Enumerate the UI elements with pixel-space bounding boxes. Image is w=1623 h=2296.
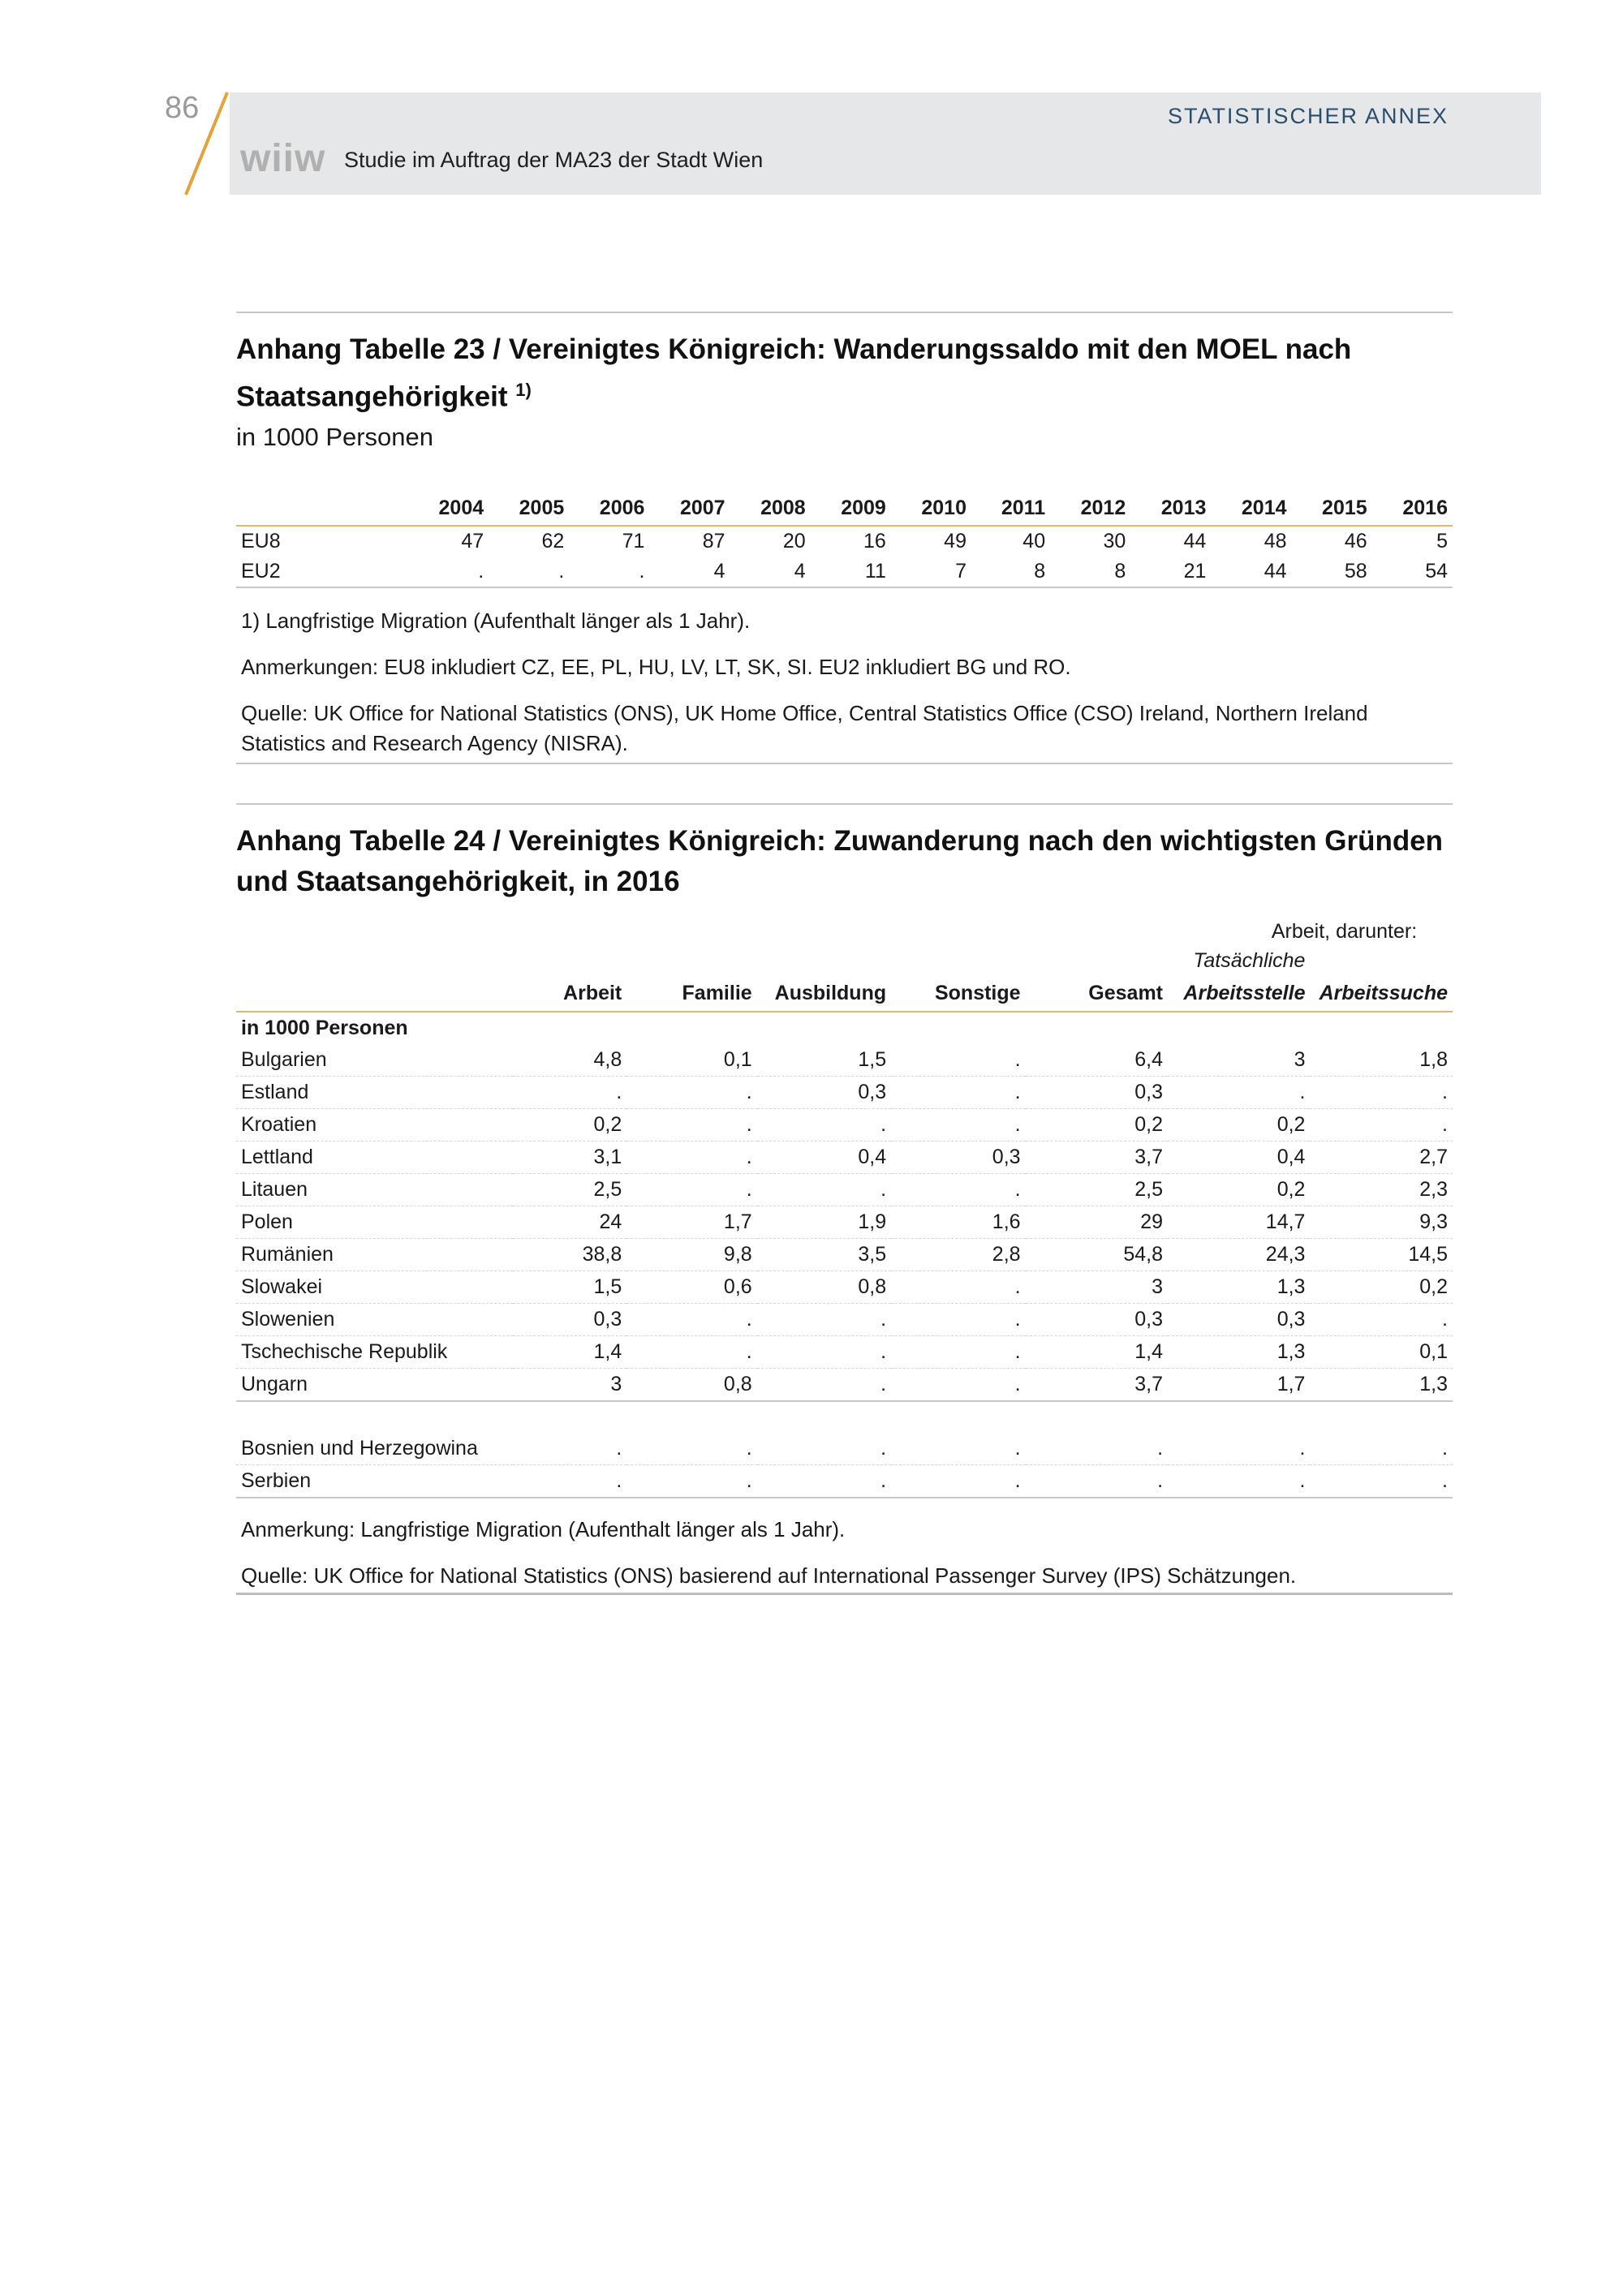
table-cell: 62 [541,529,565,553]
table-row [236,1465,1453,1498]
row-label: Slowenien [236,1304,513,1336]
table23-header-row [236,492,1453,526]
table-row [236,1109,1453,1142]
year-header: 2015 [1292,492,1372,526]
table-cell: 16 [863,529,886,553]
table-cell: 38,8 [513,1239,626,1271]
table-row [236,1433,1453,1465]
table-cell: 2,5 [1026,1174,1168,1206]
table-cell: . [757,1304,891,1336]
table-cell: 1,7 [1168,1369,1310,1402]
row-label: Tschechische Republik [236,1336,513,1369]
column-header: Arbeitsstelle [1168,975,1310,1012]
table24-bottom-rule [236,1593,1453,1595]
row-label: EU8 [241,529,281,553]
table-cell: 1,7 [626,1206,756,1239]
table-row [236,1239,1453,1271]
year-header: 2016 [1372,492,1453,526]
column-header: Gesamt [1026,975,1168,1012]
table24-block [236,803,1453,1591]
table-cell: 4 [730,557,811,587]
table-row [236,1174,1453,1206]
year-header: 2011 [971,492,1050,526]
table-cell: 2,3 [1310,1174,1453,1206]
table-cell: . [891,1271,1025,1304]
table-cell: . [513,1465,626,1498]
year-header: 2013 [1130,492,1211,526]
table-cell: 0,3 [1026,1304,1168,1336]
section-title: STATISTISCHER ANNEX [1167,104,1449,128]
table24 [236,917,1453,1498]
table-cell: 21 [1130,557,1211,587]
table-cell: . [569,557,649,587]
table-cell: 44 [1183,529,1207,553]
table-cell: 0,2 [1026,1109,1168,1142]
row-label: Polen [236,1206,513,1239]
table-cell: . [757,1109,891,1142]
table-cell: . [1310,1077,1453,1109]
table-cell: 5 [1436,529,1448,553]
table-cell: 0,2 [1168,1109,1310,1142]
table-row [236,1369,1453,1402]
table23 [236,492,1453,588]
year-header: 2004 [408,492,489,526]
table-cell: 1,4 [513,1336,626,1369]
table24-remark: Anmerkung: Langfristige Migration (Aufenthalt länger als 1 Jahr). [241,1517,846,1541]
table-cell: 0,4 [1168,1142,1310,1174]
row-label: Lettland [236,1142,513,1174]
table-cell: . [626,1077,756,1109]
table-cell: 48 [1264,529,1287,553]
table-cell: . [891,1109,1025,1142]
table-cell: . [891,1369,1025,1402]
table-cell: 0,1 [1310,1336,1453,1369]
table-cell: 0,3 [891,1142,1025,1174]
table24-subheader-row [236,946,1453,975]
table-cell: . [891,1077,1025,1109]
table-cell: 9,3 [1310,1206,1453,1239]
table-cell: 44 [1211,557,1291,587]
table-row [236,1044,1453,1077]
table24-spacer-row [236,1401,1453,1433]
table-cell: 54 [1372,557,1453,587]
table23-notes [236,606,1453,759]
row-label: Slowakei [236,1271,513,1304]
row-label: EU2 [236,557,408,587]
table-cell: 6,4 [1026,1044,1168,1077]
table-cell: 9,8 [626,1239,756,1271]
table-cell: . [891,1336,1025,1369]
table-cell: . [626,1433,756,1465]
table-cell: . [626,1174,756,1206]
table23-unit: in 1000 Personen [236,422,434,451]
table-cell: 1,3 [1168,1336,1310,1369]
table-cell: . [513,1077,626,1109]
year-header: 2014 [1211,492,1291,526]
table-cell: 1,9 [757,1206,891,1239]
page-number: 86 [165,91,200,125]
study-subtitle: Studie im Auftrag der MA23 der Stadt Wien [344,148,764,172]
table24-column-header-row [236,975,1453,1012]
table-row [236,526,1453,557]
table-cell: 24 [513,1206,626,1239]
year-header: 2008 [730,492,811,526]
table-cell: 49 [944,529,966,553]
table-cell: . [891,1044,1025,1077]
table-cell: . [891,1465,1025,1498]
table-row [236,1336,1453,1369]
table-cell: 7 [891,557,971,587]
row-label: Estland [236,1077,513,1109]
subheader-actual: Tatsächliche [1193,948,1306,972]
table-cell: . [757,1174,891,1206]
table-cell: . [1026,1433,1168,1465]
year-header: 2009 [811,492,891,526]
table23-source: Quelle: UK Office for National Statistics (ONS), UK Home Office, Central Statistics Office (CSO) Ireland, Northern Ireland Statistics and Research Agency (NISRA). [241,700,1368,755]
table-cell: 1,5 [513,1271,626,1304]
table-cell: 0,3 [513,1304,626,1336]
table-cell: 46 [1344,529,1367,553]
table-cell: 0,8 [626,1369,756,1402]
table-cell: 0,2 [513,1109,626,1142]
year-header: 2005 [489,492,569,526]
table-cell: . [513,1433,626,1465]
table-cell: 8 [971,557,1050,587]
table-cell: 3 [1168,1044,1310,1077]
footnote-marker: 1) [515,380,532,400]
table-cell: 24,3 [1168,1239,1310,1271]
table-cell: 3,7 [1026,1369,1168,1402]
table24-source: Quelle: UK Office for National Statistics (ONS) basierend auf International Passenger Survey (IPS) Schätzungen. [241,1563,1297,1588]
table23-bottom-rule [236,763,1453,764]
table-row [236,557,1453,587]
row-label: Ungarn [236,1369,513,1402]
table-cell: . [626,1304,756,1336]
table-cell: 4,8 [513,1044,626,1077]
table-cell: . [757,1433,891,1465]
table-cell: 8 [1050,557,1130,587]
table-cell: 2,7 [1310,1142,1453,1174]
wiiw-logo: wiiw [240,137,326,180]
table-cell: 1,5 [757,1044,891,1077]
table-cell: . [408,557,489,587]
table-cell: . [1310,1109,1453,1142]
column-header: Arbeitssuche [1310,975,1453,1012]
row-label: Kroatien [236,1109,513,1142]
table-cell: 87 [702,529,725,553]
table-cell: 1,3 [1310,1369,1453,1402]
table-cell: 71 [622,529,645,553]
table-cell: 3,5 [757,1239,891,1271]
table-cell: . [1168,1433,1310,1465]
table-cell: 0,2 [1310,1271,1453,1304]
column-header: Arbeit [513,975,626,1012]
table24-unit: in 1000 Personen [241,1017,408,1039]
table-cell: 1,8 [1310,1044,1453,1077]
table-cell: 14,7 [1168,1206,1310,1239]
table24-notes [236,1515,1453,1591]
table-cell: 11 [811,557,891,587]
row-label: Rumänien [236,1239,513,1271]
year-header: 2006 [569,492,649,526]
table-cell: 2,5 [513,1174,626,1206]
table-cell: . [489,557,569,587]
table-cell: . [1310,1465,1453,1498]
table24-group-header-row [236,917,1453,946]
table-cell: . [626,1465,756,1498]
column-header: Sonstige [891,975,1025,1012]
table-row [236,1271,1453,1304]
table-cell: 29 [1026,1206,1168,1239]
table-cell: . [891,1433,1025,1465]
table-cell: 0,3 [1026,1077,1168,1109]
table23-remarks: Anmerkungen: EU8 inkludiert CZ, EE, PL, HU, LV, LT, SK, SI. EU2 inkludiert BG und RO. [241,654,1071,679]
table-cell: 47 [461,529,484,553]
table-row [236,1077,1453,1109]
table23-block [236,312,1453,759]
table-cell: . [1168,1465,1310,1498]
row-label: Bulgarien [236,1044,513,1077]
year-header: 2012 [1050,492,1130,526]
table-cell: 0,3 [1168,1304,1310,1336]
table-cell: . [891,1174,1025,1206]
table-cell: 1,3 [1168,1271,1310,1304]
table-cell: 2,8 [891,1239,1025,1271]
table-cell: . [757,1465,891,1498]
table-cell: 0,6 [626,1271,756,1304]
table-cell: 58 [1292,557,1372,587]
table-cell: 3 [513,1369,626,1402]
year-header: 2007 [649,492,730,526]
table-cell: . [891,1304,1025,1336]
table-row [236,1304,1453,1336]
table-cell: 1,4 [1026,1336,1168,1369]
table-cell: 1,6 [891,1206,1025,1239]
table-cell: . [757,1369,891,1402]
table-cell: . [757,1336,891,1369]
table24-unit-row [236,1012,1453,1044]
year-header: 2010 [891,492,971,526]
table-cell: . [1168,1077,1310,1109]
table-cell: 54,8 [1026,1239,1168,1271]
table-cell: 0,3 [757,1077,891,1109]
table23-footnote: 1) Langfristige Migration (Aufenthalt länger als 1 Jahr). [241,608,751,633]
table23-title: Anhang Tabelle 23 / Vereinigtes Königreich: Wanderungssaldo mit den MOEL nach Staatsangehörigkeit $^{1)}$ [236,333,1352,413]
column-header: Ausbildung [757,975,891,1012]
table-cell: 30 [1103,529,1126,553]
table-cell: 3,1 [513,1142,626,1174]
table-cell: . [1310,1304,1453,1336]
column-header: Familie [626,975,756,1012]
table-cell: 3 [1026,1271,1168,1304]
table-cell: . [626,1336,756,1369]
row-label: Litauen [236,1174,513,1206]
table-row [236,1206,1453,1239]
group-header-work: Arbeit, darunter: [1271,919,1418,943]
table-cell: 0,2 [1168,1174,1310,1206]
table-cell: . [626,1142,756,1174]
table-cell: 0,4 [757,1142,891,1174]
table-cell: 0,1 [626,1044,756,1077]
table24-title: Anhang Tabelle 24 / Vereinigtes Königreich: Zuwanderung nach den wichtigsten Gründen und Staatsangehörigkeit, in 2016 [236,825,1444,897]
table-cell: 20 [782,529,806,553]
table-cell: . [1026,1465,1168,1498]
table-cell: . [626,1109,756,1142]
row-label: Bosnien und Herzegowina [236,1433,513,1465]
table-cell: 0,8 [757,1271,891,1304]
table-row [236,1142,1453,1174]
table-cell: . [1310,1433,1453,1465]
table-cell: 40 [1022,529,1046,553]
row-label: Serbien [236,1465,513,1498]
table-cell: 4 [649,557,730,587]
table-cell: 14,5 [1310,1239,1453,1271]
table-cell: 3,7 [1026,1142,1168,1174]
